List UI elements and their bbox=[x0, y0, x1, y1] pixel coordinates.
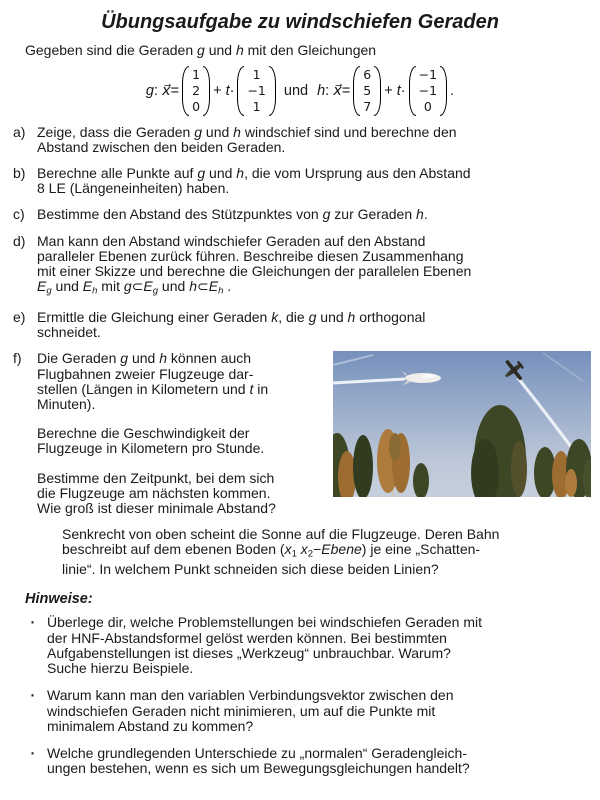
task-text: Man kann den Abstand windschiefer Geraden auf den Abstand paralleler Ebenen zurück führen. Beschreibe diesen Zusammenhang mit einer Skizze und berechne die Gleichungen der parallelen Ebenen $E_g$ und $E_h$ mit $g\subset E_g$ und $h\subset E_h$ . bbox=[37, 232, 472, 297]
bullet-icon: · bbox=[29, 683, 36, 707]
hint-item bbox=[18, 610, 588, 677]
tree bbox=[565, 469, 577, 497]
left-paren bbox=[237, 66, 244, 116]
task-label: e) bbox=[13, 308, 26, 325]
task-item-a bbox=[13, 125, 590, 155]
vector-g-support: 1 2 0 bbox=[182, 66, 210, 116]
task-text: Bestimme den Abstand des Stützpunktes von g zur Geraden h. bbox=[37, 206, 428, 223]
task-label: a) bbox=[13, 123, 26, 140]
task-f-paragraph-3: Bestimme den Zeitpunkt, bei dem sich die Flugzeuge am nächsten kommen. Wie groß ist dieser minimale Abstand? bbox=[37, 469, 276, 517]
equations-line bbox=[0, 66, 600, 116]
task-text: Zeige, dass die Geraden g und h windschief sind und berechne den Abstand zwischen den beiden Geraden. bbox=[37, 123, 457, 155]
equation-h-lhs: h: x⃗= bbox=[317, 82, 351, 99]
task-f-shadow-paragraph: Senkrecht von oben scheint die Sonne auf die Flugzeuge. Deren Bahn beschreibt auf dem ebenen Boden ($x_1$ $x_2-Ebene$) je eine „Schatten- linie“. In welchem Punkt schneiden sich diese beiden Linien? bbox=[62, 526, 500, 578]
task-item-e bbox=[13, 310, 590, 340]
hints-heading: Hinweise: bbox=[25, 591, 93, 608]
left-paren bbox=[353, 66, 360, 116]
tree bbox=[389, 433, 401, 461]
task-item-b bbox=[13, 166, 590, 196]
plus-t-term: + t· bbox=[384, 82, 406, 99]
hint-item bbox=[18, 740, 588, 777]
aircraft-photo bbox=[333, 351, 591, 497]
hint-item bbox=[18, 683, 588, 734]
vector-h-support: 6 5 7 bbox=[353, 66, 381, 116]
task-label: c) bbox=[13, 206, 25, 223]
task-f-paragraph-1: Die Geraden g und h können auch Flugbahnen zweier Flugzeuge dar- stellen (Längen in Kilometern und t in Minuten). bbox=[37, 350, 269, 412]
left-paren bbox=[409, 66, 416, 116]
right-paren bbox=[440, 66, 447, 116]
task-item-c bbox=[13, 207, 590, 222]
task-item-d bbox=[13, 234, 590, 299]
task-f-paragraph-2: Berechne die Geschwindigkeit der Flugzeuge in Kilometern pro Stunde. bbox=[37, 425, 265, 457]
task-label: d) bbox=[13, 232, 26, 249]
right-paren bbox=[203, 66, 210, 116]
vector-g-direction: 1 −1 1 bbox=[237, 66, 275, 116]
task-text bbox=[37, 351, 323, 516]
hint-text: Überlege dir, welche Problemstellungen bei windschiefen Geraden mit der HNF-Abstandsformel gelöst werden können. Bei bestimmten Aufgabenstellungen ist dieses „Werkzeug“ unbrauchbar. Warum? Suche hierzu Beispiele. bbox=[47, 614, 483, 677]
task-label: b) bbox=[13, 164, 26, 181]
worksheet-title: Übungsaufgabe zu windschiefen Geraden bbox=[101, 11, 499, 33]
hint-text: Warum kann man den variablen Verbindungsvektor zwischen den windschiefen Geraden nicht minimieren, um auf die Punkte mit minimalem Abstand zu kommen? bbox=[47, 687, 454, 734]
equation-g-lhs: g: x⃗= bbox=[145, 82, 180, 99]
vector-h-direction: −1 −1 0 bbox=[409, 66, 447, 116]
right-paren bbox=[269, 66, 276, 116]
right-paren bbox=[374, 66, 381, 116]
equation-period: . bbox=[450, 82, 455, 99]
task-text: Berechne alle Punkte auf g und h, die vom Ursprung aus den Abstand 8 LE (Längeneinheiten) haben. bbox=[37, 164, 471, 197]
tree bbox=[511, 441, 527, 497]
bullet-icon: · bbox=[29, 740, 36, 764]
intro-paragraph: Gegeben sind die Geraden g und h mit den Gleichungen bbox=[25, 42, 377, 58]
tree bbox=[353, 435, 373, 497]
task-label: f) bbox=[13, 350, 22, 367]
plus-t-term: + t· bbox=[213, 82, 235, 99]
word-und: und bbox=[283, 82, 309, 99]
hint-text: Welche grundlegenden Unterschiede zu „normalen“ Geradengleich- ungen bestehen, wenn es sich um Bewegungsgleichungen handelt? bbox=[47, 744, 470, 777]
left-paren bbox=[182, 66, 189, 116]
task-text: Ermittle die Gleichung einer Geraden k, die g und h orthogonal schneidet. bbox=[37, 308, 426, 341]
hints-list bbox=[18, 610, 588, 777]
bullet-icon: · bbox=[29, 610, 36, 634]
